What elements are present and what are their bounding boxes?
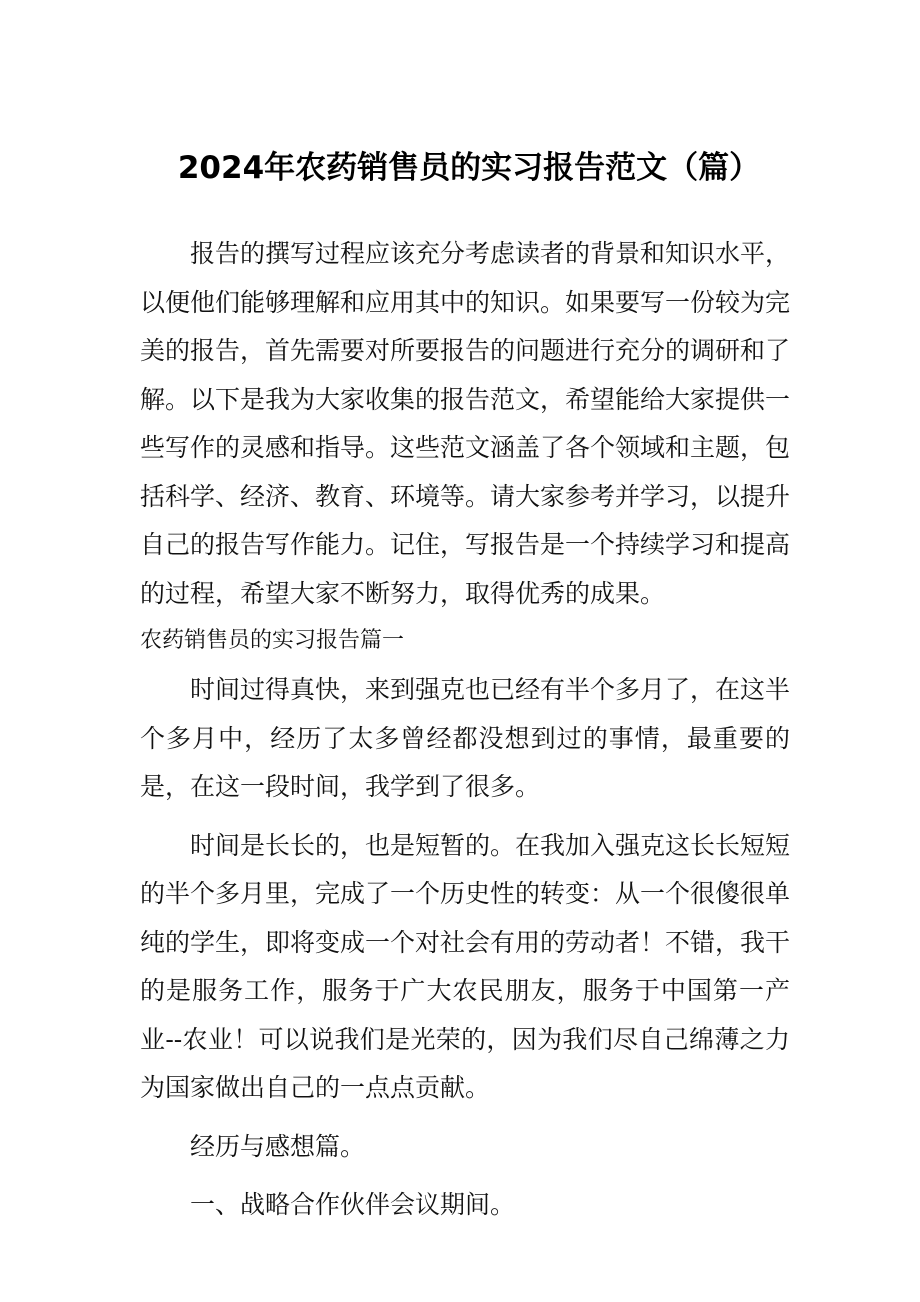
subheading-experience: 经历与感想篇。 — [190, 1131, 366, 1161]
document-page — [140, 142, 790, 1230]
body-paragraph-2: 时间是长长的，也是短暂的。在我加入强克这长长短短的半个多月里，完成了一个历史性的转变：从一个很傻很单纯的学生，即将变成一个对社会有用的劳动者！不错，我干的是服务工作，服务于广大农民朋友，服务于中国第一产业--农业！可以说我们是光荣的，因为我们尽自己绵薄之力为国家做出自己的一点点贡献。 — [140, 830, 791, 1102]
document-title: 2024年农药销售员的实习报告范文（篇） — [177, 150, 761, 186]
section-heading: 农药销售员的实习报告篇一 — [140, 628, 405, 653]
intro-paragraph: 报告的撰写过程应该充分考虑读者的背景和知识水平，以便他们能够理解和应用其中的知识。如果要写一份较为完美的报告，首先需要对所要报告的问题进行充分的调研和了解。以下是我为大家收集的报告范文，希望能给大家提供一些写作的灵感和指导。这些范文涵盖了各个领域和主题，包括科学、经济、教育、环境等。请大家参考并学习，以提升自己的报告写作能力。记住，写报告是一个持续学习和提高的过程，希望大家不断努力，取得优秀的成果。 — [140, 239, 791, 608]
subheading-strategic-meeting: 一、战略合作伙伴会议期间。 — [190, 1190, 516, 1219]
body-paragraph-1: 时间过得真快，来到强克也已经有半个多月了，在这半个多月中，经历了太多曾经都没想到过的事情，最重要的是，在这一段时间，我学到了很多。 — [140, 675, 791, 801]
